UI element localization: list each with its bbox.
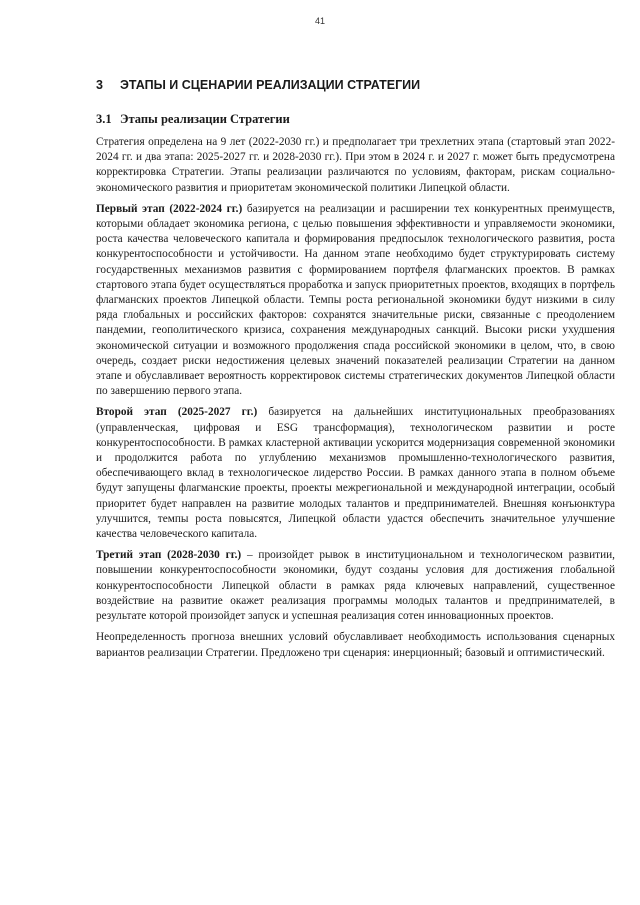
paragraph-text: базируется на дальнейших институциональных преобразованиях (управленческая, цифровая и ESG трансформация), технологическом развитии и росте конкурентоспособности. В рамках кластерной активации ускорится модернизация современной экономики и продолжится работа по углублению механизмов промышленно-технологического развития, обеспечивающего вклад в технологическое лидерство России. В рамках данного этапа в полном объеме будут запущены флагманские проекты, проекты межрегиональной и международной интеграции, особый приоритет будет направлен на развитие молодых талантов и предпринимателей. Внешняя конъюнктура улучшится, темпы роста повысятся, Липецкой области удастся обеспечить значительное улучшение качества человеческого капитала. xyxy=(96,406,615,541)
paragraph-text: – произойдет рывок в институциональном и технологическом развитии, повышении конкурентоспособности экономики, будут созданы условия для достижения глобальной конкурентоспособности Липецкой области в рамках ряда ключевых направлений, существенное воздействие на развитие окажет реализация программы молодых талантов и предпринимателей, в результате которой произойдет запуск и успешная реализация сотен инновационных проектов. xyxy=(96,549,615,623)
page-content xyxy=(96,78,615,667)
stage-3-lead: Третий этап (2028-2030 гг.) xyxy=(96,549,242,562)
section-number: 3 xyxy=(96,78,103,92)
subsection-heading xyxy=(96,112,615,127)
paragraph-scenarios xyxy=(96,630,615,660)
section-heading xyxy=(96,78,615,92)
subsection-number: 3.1 xyxy=(96,112,112,126)
page-number: 41 xyxy=(314,16,325,26)
paragraph-text: Неопределенность прогноза внешних условий обуславливает необходимость использования сценарных вариантов реализации Стратегии. Предложено три сценария: инерционный; базовый и оптимистический. xyxy=(96,631,615,659)
paragraph-stage-1 xyxy=(96,202,615,400)
paragraph-text: Стратегия определена на 9 лет (2022-2030 гг.) и предполагает три трехлетних этапа (стартовый этап 2022-2024 гг. и два этапа: 2025-2027 гг. и 2028-2030 гг.). При этом в 2024 г. и 2027 г. может быть предусмотрена корректировка Стратегии. Этапы реализации различаются по условиям, факторам, рискам социально-экономического развития и приоритетам экономической политики Липецкой области. xyxy=(96,136,615,194)
stage-1-lead: Первый этап (2022-2024 гг.) xyxy=(96,202,243,215)
subsection-title: Этапы реализации Стратегии xyxy=(120,112,290,126)
section-title: ЭТАПЫ И СЦЕНАРИИ РЕАЛИЗАЦИИ СТРАТЕГИИ xyxy=(120,78,421,92)
paragraph-stage-2 xyxy=(96,405,615,542)
paragraph-stage-3 xyxy=(96,548,615,624)
stage-2-lead: Второй этап (2025-2027 гг.) xyxy=(96,406,258,419)
paragraph-text: базируется на реализации и расширении тех конкурентных преимуществ, которыми обладает экономика региона, с целью повышения эффективности и управляемости экономики, роста качества человеческого капитала и формирования предпосылок технологического развития, роста конкурентоспособности и устойчивости. На данном этапе необходимо будет структурировать систему государственных механизмов развития с формированием портфеля флагманских проектов. В рамках стартового этапа будет осуществляться проработка и запуск приоритетных проектов, входящих в портфель флагманских проектов Липецкой области. Темпы роста региональной экономики будут низкими в силу ряда глобальных и российских факторов: сохранятся значительные риски, связанные с преодолением пандемии, геополитического кризиса, сохранения международных санкций. Высоки риски ухудшения экономической ситуации и возможного продолжения спада российской экономики в целом, что, в свою очередь, создает риски недостижения целевых значений показателей реализации Стратегии на данном этапе и обуславливает вероятность корректировок системы стратегических документов Липецкой области по завершению первого этапа. xyxy=(96,202,615,398)
paragraph-intro xyxy=(96,135,615,196)
